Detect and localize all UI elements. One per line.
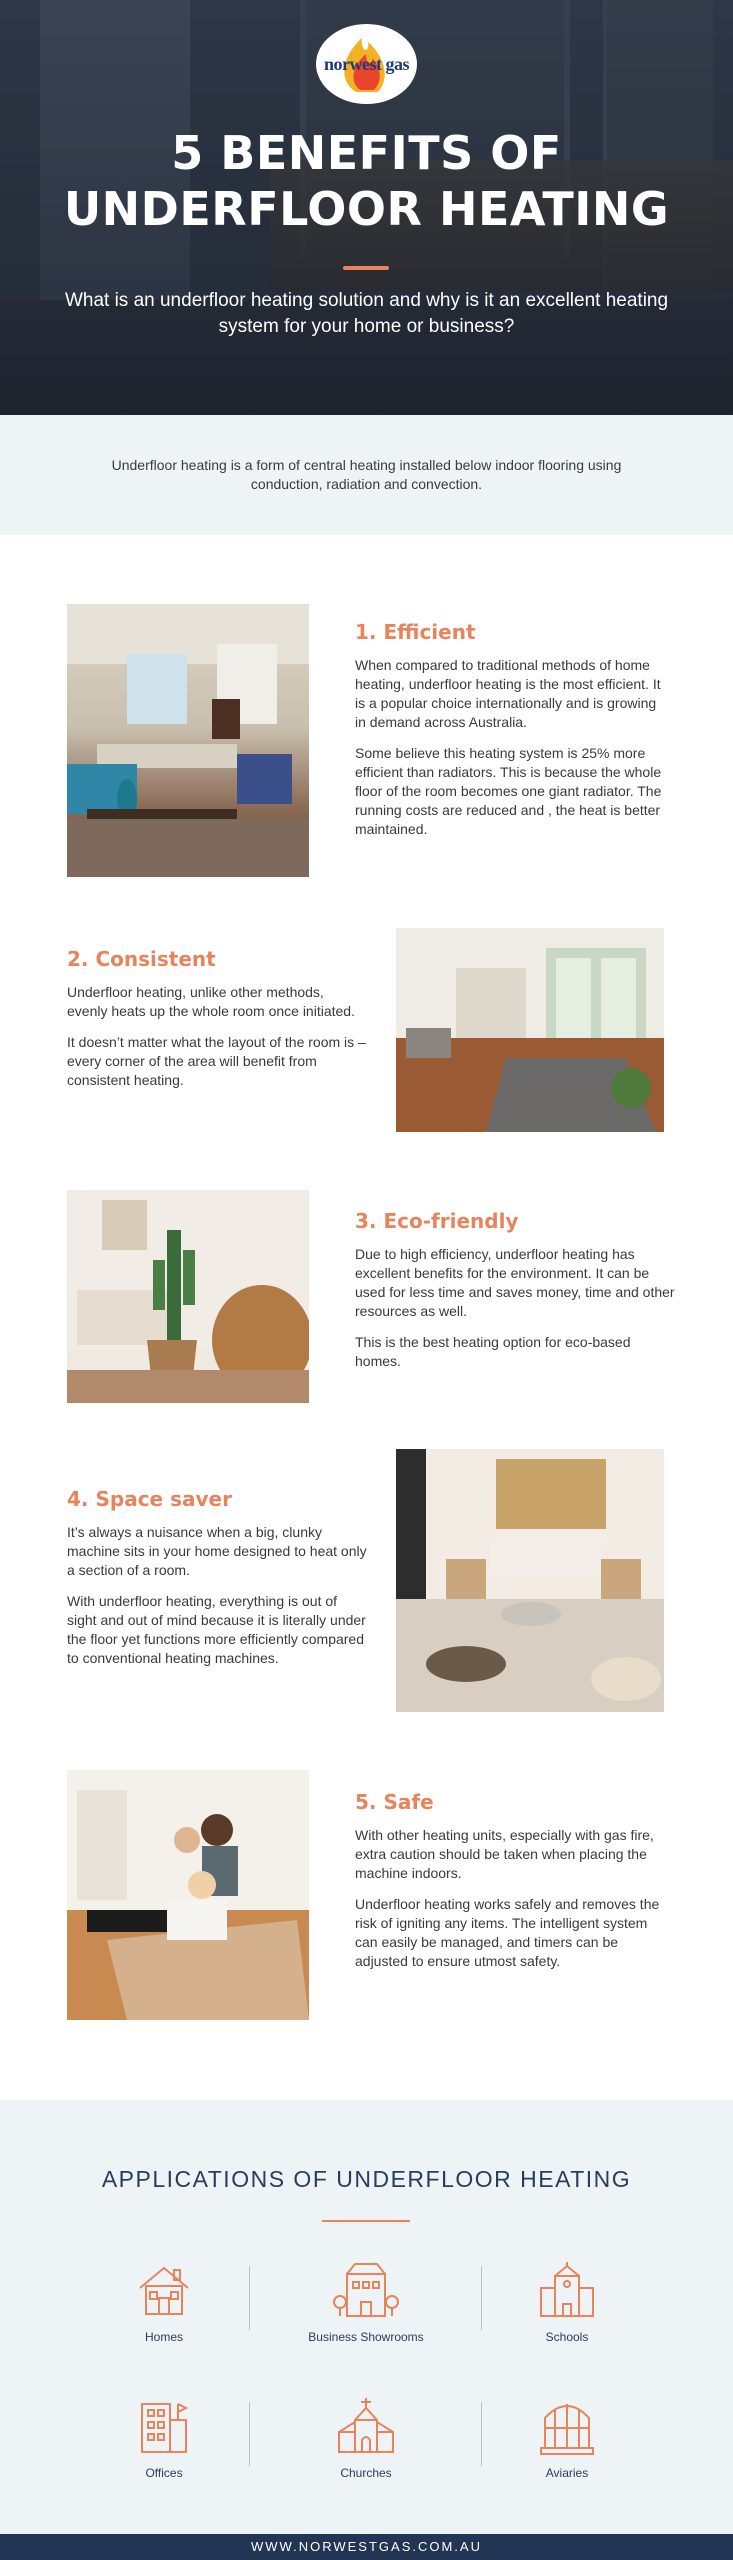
benefit-5-title: 5. Safe xyxy=(355,1790,434,1814)
page-title xyxy=(0,125,733,237)
benefit-3-paragraph-1: Due to high efficiency, underfloor heating has excellent benefits for the environment. It can be used for less time and saves money, time and other resources as well. xyxy=(355,1246,675,1319)
benefit-2-paragraph-2: It doesn’t matter what the layout of the room is – every corner of the area will benefit from consistent heating. xyxy=(67,1034,366,1088)
benefit-4-text xyxy=(67,1523,367,1668)
applications-divider xyxy=(322,2220,410,2222)
page-title-line-2: UNDERFLOOR HEATING xyxy=(63,182,670,236)
benefit-4-paragraph-2: With underfloor heating, everything is out of sight and out of mind because it is literally under the floor yet functions more efficiently compared to conventional heating machines. xyxy=(67,1593,366,1666)
application-label-aviaries: Aviaries xyxy=(545,2466,589,2480)
application-label-homes: Homes xyxy=(144,2330,183,2344)
benefit-5-photo-family-on-floor xyxy=(67,1770,309,2020)
application-churches xyxy=(276,2396,456,2480)
aviary-icon xyxy=(535,2396,599,2456)
title-divider xyxy=(343,266,389,270)
application-label-offices: Offices xyxy=(145,2466,183,2480)
footer-website-link[interactable]: WWW.NORWESTGAS.COM.AU xyxy=(0,2534,733,2560)
application-schools xyxy=(477,2260,657,2344)
office-icon xyxy=(134,2396,194,2456)
benefit-3-paragraph-2: This is the best heating option for eco-based homes. xyxy=(355,1334,631,1369)
benefit-4-photo-lounge xyxy=(396,1449,664,1712)
benefit-3-text xyxy=(355,1245,675,1371)
benefit-1-title: 1. Efficient xyxy=(355,620,476,644)
benefit-2-title: 2. Consistent xyxy=(67,947,216,971)
benefit-3-title: 3. Eco-friendly xyxy=(355,1209,519,1233)
applications-title: APPLICATIONS OF UNDERFLOOR HEATING xyxy=(101,2166,632,2192)
showroom-icon xyxy=(331,2260,401,2320)
intro-panel xyxy=(0,415,733,535)
applications-separator xyxy=(249,2266,250,2330)
benefit-1-text xyxy=(355,656,670,839)
benefit-5-paragraph-2: Underfloor heating works safely and removes the risk of igniting any items. The intelligent system can easily be managed, and timers can be adjusted to ensure utmost safety. xyxy=(355,1896,660,1969)
benefit-4-paragraph-1: It’s always a nuisance when a big, clunky machine sits in your home designed to heat only a section of a room. xyxy=(67,1524,367,1578)
application-aviaries xyxy=(477,2396,657,2480)
benefit-5-text xyxy=(355,1826,670,1971)
applications-section xyxy=(0,2100,733,2534)
application-label-churches: Churches xyxy=(340,2466,392,2480)
benefit-2-text xyxy=(67,983,367,1090)
applications-separator xyxy=(249,2402,250,2466)
benefit-5-paragraph-1: With other heating units, especially with gas fire, extra caution should be taken when placing the machine indoors. xyxy=(355,1827,654,1881)
benefit-3-photo-plant-corner xyxy=(67,1190,309,1403)
application-label-business-showrooms: Business Showrooms xyxy=(308,2330,424,2344)
benefit-4-title: 4. Space saver xyxy=(67,1487,232,1511)
application-homes xyxy=(74,2260,254,2344)
benefit-2-photo-open-plan-room xyxy=(396,928,664,1132)
hero-banner xyxy=(0,0,733,415)
application-offices xyxy=(74,2396,254,2480)
house-icon xyxy=(134,2260,194,2320)
benefit-1-paragraph-1: When compared to traditional methods of home heating, underfloor heating is the most efficient. It is a popular choice internationally and is growing in demand across Australia. xyxy=(355,657,661,730)
intro-text: Underfloor heating is a form of central heating installed below indoor flooring using conduction, radiation and convection. xyxy=(111,457,622,492)
norwest-gas-logo[interactable] xyxy=(316,24,417,104)
application-label-schools: Schools xyxy=(545,2330,589,2344)
school-icon xyxy=(535,2260,599,2320)
benefit-1-paragraph-2: Some believe this heating system is 25% more efficient than radiators. This is because the whole floor of the room becomes one giant radiator. The running costs are reduced and , the heat is better maintained. xyxy=(355,745,662,837)
benefit-1-photo-living-room xyxy=(67,604,309,877)
page-title-line-1: 5 BENEFITS OF xyxy=(171,126,562,180)
hero-subtitle: What is an underfloor heating solution and why is it an excellent heating system for your home or business? xyxy=(64,290,669,337)
logo-wordmark: norwest gas xyxy=(324,53,409,74)
church-icon xyxy=(331,2396,401,2456)
application-business-showrooms xyxy=(276,2260,456,2344)
benefit-2-paragraph-1: Underfloor heating, unlike other methods, evenly heats up the whole room once initiated. xyxy=(67,984,355,1019)
